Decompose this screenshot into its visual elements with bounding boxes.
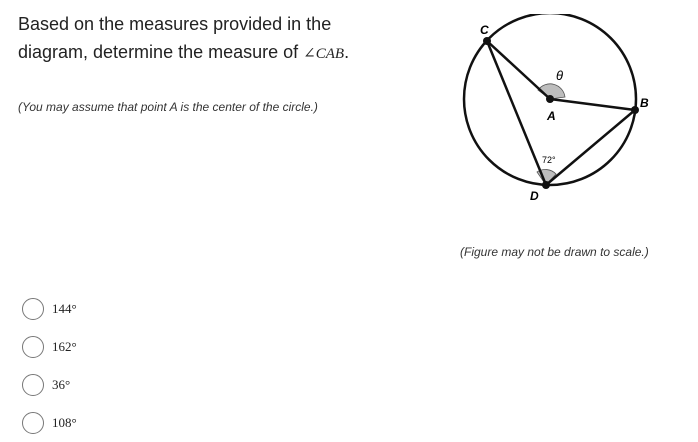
- question-angle: ∠CAB: [303, 46, 345, 62]
- choice-option-2[interactable]: [22, 328, 77, 366]
- label-theta: θ: [556, 68, 564, 83]
- center-note: (You may assume that point A is the center of the circle.): [18, 100, 318, 114]
- choice-option-3[interactable]: [22, 366, 77, 404]
- radio-button[interactable]: [22, 412, 44, 434]
- segment-cd: [487, 41, 546, 185]
- question-text-end: .: [344, 42, 350, 62]
- radio-button[interactable]: [22, 374, 44, 396]
- label-a: A: [547, 109, 556, 123]
- figure-caption: (Figure may not be drawn to scale.): [460, 245, 649, 259]
- segment-ca: [487, 41, 550, 99]
- label-c: C: [480, 23, 489, 37]
- circle-diagram-svg: [450, 14, 670, 214]
- answer-choices: [22, 290, 77, 442]
- choice-option-4[interactable]: [22, 404, 77, 442]
- radio-button[interactable]: [22, 336, 44, 358]
- choice-label: 36°: [52, 377, 71, 392]
- choice-option-1[interactable]: [22, 290, 77, 328]
- segment-ab: [550, 99, 635, 110]
- label-b: B: [640, 96, 649, 110]
- radio-button[interactable]: [22, 298, 44, 320]
- point-a: [546, 95, 554, 103]
- choice-label: 162°: [52, 339, 77, 354]
- label-d: D: [530, 189, 539, 203]
- point-c: [483, 37, 491, 45]
- label-72-degrees: 72°: [542, 155, 556, 165]
- question-text: [18, 10, 398, 68]
- circle-diagram: [450, 14, 670, 214]
- question-text-main: Based on the measures provided in the diagram, determine the measure of: [18, 14, 332, 62]
- point-d: [542, 181, 550, 189]
- choice-label: 144°: [52, 301, 77, 316]
- choice-label: 108°: [52, 415, 77, 430]
- point-b: [631, 106, 639, 114]
